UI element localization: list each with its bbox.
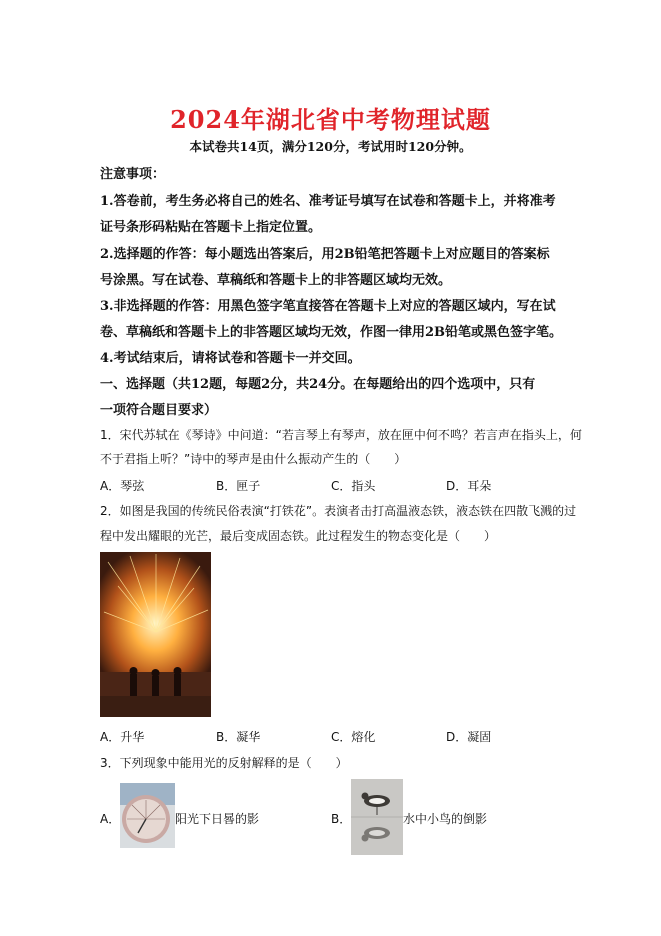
q2-option-a: A．升华 — [100, 730, 145, 744]
exam-title: 2024年湖北省中考物理试题 — [170, 105, 491, 134]
q3-option-b-label: B． — [331, 812, 352, 826]
q3-option-a-label: A． — [100, 812, 121, 826]
notice-line-2: 证号条形码粘贴在答题卡上指定位置。 — [100, 220, 322, 235]
section-heading-line-1: 一、选择题（共12题，每题2分，共24分。在每题给出的四个选项中，只有 — [100, 377, 536, 392]
notice-line-5: 3.非选择题的作答：用黑色签字笔直接答在答题卡上对应的答题区域内，写在试 — [100, 299, 556, 314]
notice-line-3: 2.选择题的作答：每小题选出答案后，用2B铅笔把答题卡上对应题目的答案标 — [100, 247, 550, 262]
q2-option-d: D．凝固 — [446, 730, 492, 744]
q2-option-c: C．熔化 — [331, 730, 376, 744]
sundial-photo — [120, 783, 175, 848]
q2-stem-line-2: 程中发出耀眼的光芒，最后变成固态铁。此过程发生的物态变化是（ ） — [100, 529, 497, 543]
notice-heading: 注意事项： — [100, 167, 166, 182]
q3-option-b-text: 水中小鸟的倒影 — [403, 812, 488, 826]
iron-flower-photo — [100, 552, 211, 717]
notice-line-1: 1.答卷前，考生务必将自己的姓名、准考证号填写在试卷和答题卡上，并将准考 — [100, 194, 556, 209]
q2-option-b: B．凝华 — [216, 730, 261, 744]
exam-subtitle: 本试卷共14页，满分120分，考试用时120分钟。 — [189, 139, 472, 154]
q1-option-d: D．耳朵 — [446, 479, 492, 493]
q3-option-a-text: 阳光下日晷的影 — [175, 812, 260, 826]
q1-stem-line-1: 1．宋代苏轼在《琴诗》中问道：“若言琴上有琴声，放在匣中何不鸣？若言声在指头上，何 — [100, 428, 582, 442]
q1-option-b: B．匣子 — [216, 479, 261, 493]
q1-option-a: A．琴弦 — [100, 479, 145, 493]
q3-stem: 3．下列现象中能用光的反射解释的是（ ） — [100, 756, 348, 770]
notice-line-4: 号涂黑。写在试卷、草稿纸和答题卡上的非答题区域均无效。 — [100, 273, 452, 288]
notice-line-6: 卷、草稿纸和答题卡上的非答题区域均无效，作图一律用2B铅笔或黑色签字笔。 — [100, 325, 563, 340]
notice-line-7: 4.考试结束后，请将试卷和答题卡一并交回。 — [100, 351, 361, 366]
q2-stem-line-1: 2．如图是我国的传统民俗表演“打铁花”。表演者击打高温液态铁，液态铁在四散飞溅的过 — [100, 504, 577, 518]
q1-stem-line-2: 不于君指上听？”诗中的琴声是由什么振动产生的（ ） — [100, 452, 407, 466]
section-heading-line-2: 一项符合题目要求） — [100, 403, 218, 418]
q1-option-c: C．指头 — [331, 479, 376, 493]
bird-reflection-photo — [351, 779, 403, 855]
